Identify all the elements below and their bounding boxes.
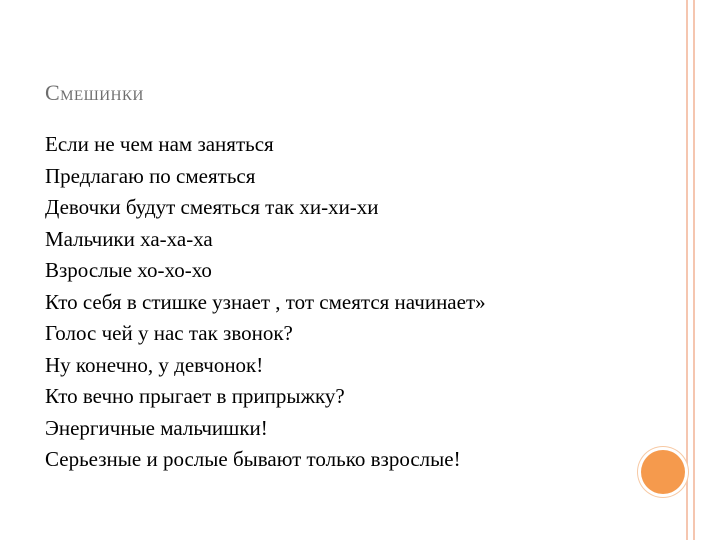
poem-line: Голос чей у нас так звонок? <box>45 321 293 345</box>
poem-line: Энергичные мальчишки! <box>45 415 268 440</box>
poem-line: Мальчики ха-ха-ха <box>45 226 213 251</box>
poem-text <box>45 129 665 476</box>
poem-line: Если не чем нам заняться <box>45 132 274 156</box>
poem-line: Ну конечно, у девчонок! <box>45 352 264 377</box>
poem-line: Кто вечно прыгает в припрыжку? <box>45 384 345 408</box>
poem-line: Девочки будут смеяться так хи-хи-хи <box>45 195 379 219</box>
poem-line: Серьезные и рослые бывают только взрослые! <box>45 447 461 471</box>
slide-title: Смешинки <box>45 80 144 105</box>
poem-line: Предлагаю по смеяться <box>45 163 256 188</box>
poem-line: Взрослые хо-хо-хо <box>45 258 212 282</box>
decorative-frame-line <box>686 0 688 540</box>
decorative-frame-line <box>693 0 695 540</box>
poem-line: Кто себя в стишке узнает , тот смеятся начинает» <box>45 289 486 314</box>
